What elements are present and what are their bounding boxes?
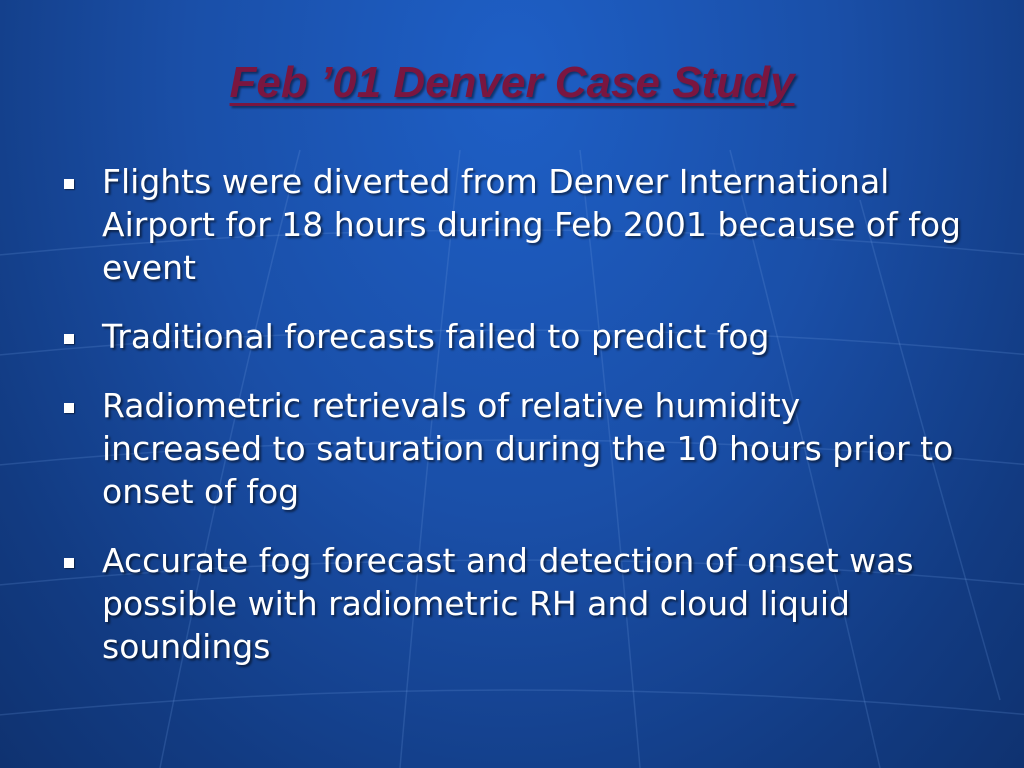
bullet-text: Flights were diverted from Denver International Airport for 18 hours during Feb 2001 because of fog event <box>102 162 961 287</box>
square-bullet-icon <box>64 334 74 344</box>
bullet-text: Traditional forecasts failed to predict fog <box>102 317 770 356</box>
bullet-text: Radiometric retrievals of relative humidity increased to saturation during the 10 hours prior to onset of fog <box>102 386 954 511</box>
bullet-item <box>62 384 962 513</box>
bullet-text: Accurate fog forecast and detection of onset was possible with radiometric RH and cloud liquid soundings <box>102 541 914 666</box>
square-bullet-icon <box>64 403 74 413</box>
slide-title: Feb ’01 Denver Case Study <box>229 58 795 107</box>
bullet-item <box>62 539 962 668</box>
bullet-list <box>62 160 962 694</box>
bullet-item <box>62 160 962 289</box>
square-bullet-icon <box>64 179 74 189</box>
square-bullet-icon <box>64 558 74 568</box>
bullet-item <box>62 315 962 358</box>
